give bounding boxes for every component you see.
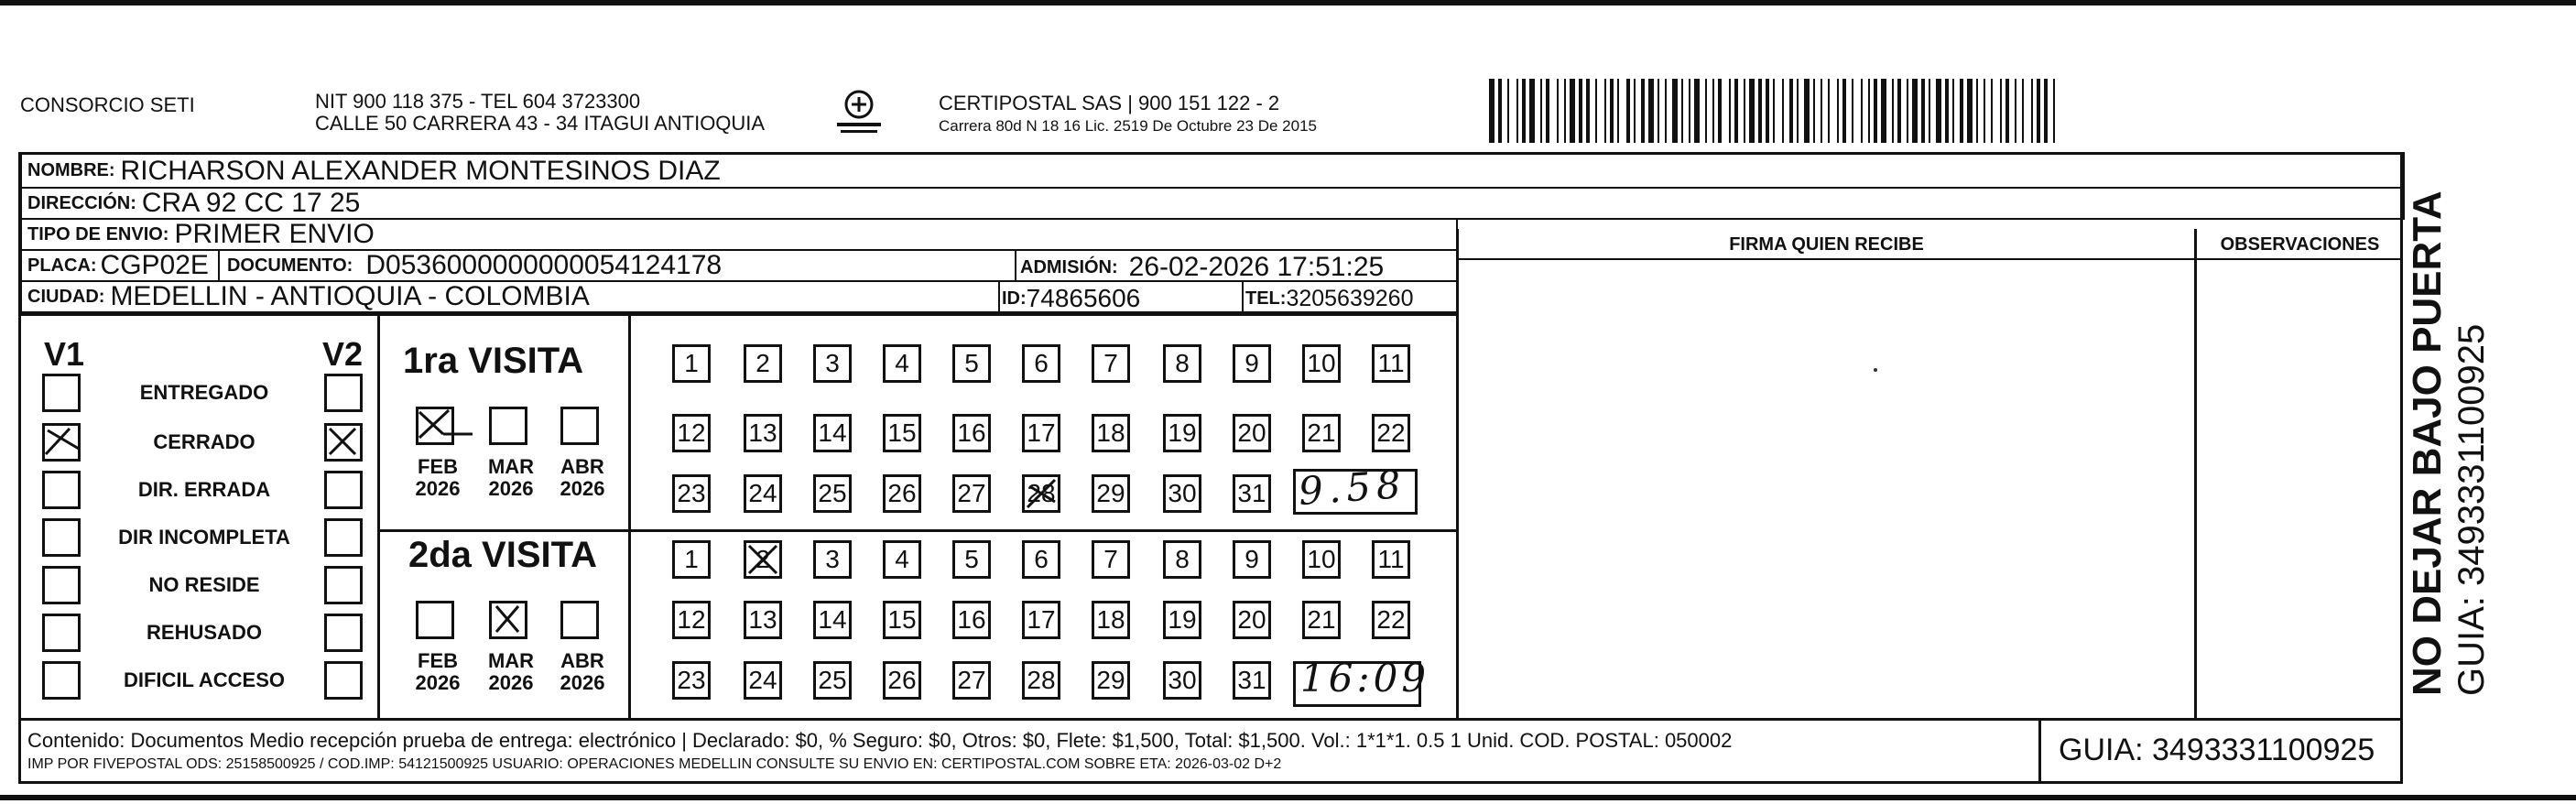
barcode-bar: [1842, 79, 1846, 143]
barcode-bar: [1718, 79, 1722, 143]
month-name: FEB: [418, 455, 458, 478]
month-label: [553, 456, 612, 500]
barcode-bar: [1813, 79, 1815, 143]
barcode-bar: [1595, 79, 1597, 143]
barcode-bar: [2022, 79, 2024, 143]
month-checkbox[interactable]: [489, 601, 527, 639]
barcode-bar: [1960, 79, 1963, 143]
day-v2-28[interactable]: 28: [1022, 661, 1060, 700]
barcode-bar: [1984, 79, 1985, 143]
day-v2-31[interactable]: 31: [1233, 661, 1271, 700]
v2-checkbox[interactable]: [324, 518, 363, 557]
top-border: [0, 0, 2576, 5]
day-v1-16[interactable]: 16: [952, 414, 991, 452]
barcode-bar: [1579, 79, 1582, 143]
id-value: 74865606: [1026, 284, 1141, 312]
day-v2-7[interactable]: 7: [1092, 540, 1130, 579]
barcode-bar: [1712, 79, 1714, 143]
v1-checkbox[interactable]: [42, 566, 81, 604]
month-year: 2026: [560, 477, 605, 500]
v2-label: V2: [322, 335, 364, 373]
month-checkbox[interactable]: [416, 407, 454, 445]
footer-line-2: IMP POR FIVEPOSTAL ODS: 25158500925 / COD.IMP: 54121500925 USUARIO: OPERACIONES MEDELLIN CONSULTE SU ENVIO EN: CERTIPOSTAL.COM SOBRE ETA: 2026-03-02 D+2: [27, 756, 1282, 772]
placa-value: CGP02E: [100, 251, 209, 280]
barcode-bar: [1837, 79, 1839, 143]
barcode-bar: [1617, 79, 1619, 143]
day-v2-26[interactable]: 26: [883, 661, 921, 700]
barcode-bar: [1804, 79, 1810, 143]
day-v2-5[interactable]: 5: [952, 540, 991, 579]
nombre-value: RICHARSON ALEXANDER MONTESINOS DIAZ: [120, 155, 721, 186]
barcode-bar: [1828, 79, 1830, 143]
barcode-bar: [1766, 79, 1769, 143]
status-label: CERRADO: [153, 430, 255, 453]
day-v2-25[interactable]: 25: [813, 661, 852, 700]
day-v2-12[interactable]: 12: [672, 601, 711, 639]
barcode-bar: [1782, 79, 1784, 143]
month-name: MAR: [487, 649, 535, 672]
footer-line-1: Contenido: Documentos Medio recepción prueba de entrega: electrónico | Declarado: $0, % Seguro: $0, Otros: $0, Flete: $1,500, Total: $1,500. Vol.: 1*1*1. 0.5 1 Unid. COD. POSTAL: 050002: [27, 729, 1733, 752]
month-name: FEB: [418, 649, 458, 672]
barcode-bar: [1852, 79, 1853, 143]
day-v2-11[interactable]: 11: [1372, 540, 1410, 579]
barcode-bar: [1689, 79, 1690, 143]
barcode-bar: [1564, 79, 1566, 143]
barcode-bar: [1758, 79, 1762, 143]
day-v1-4[interactable]: 4: [883, 344, 921, 383]
day-v1-9[interactable]: 9: [1233, 344, 1271, 383]
barcode-bar: [1705, 79, 1707, 143]
day-v2-10[interactable]: 10: [1302, 540, 1341, 579]
day-v1-13[interactable]: 13: [744, 414, 782, 452]
barcode-bar: [1634, 79, 1636, 143]
v1-checkbox[interactable]: [42, 471, 81, 509]
barcode-bar: [1921, 79, 1925, 143]
admision-value: 26-02-2026 17:51:25: [1128, 252, 1385, 282]
day-v1-11[interactable]: 11: [1372, 344, 1410, 383]
day-v1-12[interactable]: 12: [672, 414, 711, 452]
barcode-bar: [1586, 79, 1590, 143]
company-name: CONSORCIO SETI: [20, 93, 195, 116]
day-v1-24[interactable]: 24: [744, 474, 782, 513]
barcode-bar: [1789, 79, 1793, 143]
id-label: ID:: [1002, 288, 1027, 309]
day-v2-14[interactable]: 14: [813, 601, 852, 639]
barcode-bar: [1912, 79, 1918, 143]
observaciones-header: OBSERVACIONES: [2220, 234, 2380, 255]
visita2-title: 2da VISITA: [408, 535, 597, 575]
day-v2-4[interactable]: 4: [883, 540, 921, 579]
barcode-bar: [1729, 79, 1731, 143]
tel-label: TEL:: [1245, 288, 1287, 309]
day-v1-6[interactable]: 6: [1022, 344, 1060, 383]
month-label: [482, 650, 540, 694]
day-v1-15[interactable]: 15: [883, 414, 921, 452]
barcode-bar: [1881, 79, 1886, 143]
day-v2-8[interactable]: 8: [1163, 540, 1201, 579]
month-name: ABR: [560, 649, 604, 672]
tel-group: [1245, 284, 1413, 313]
day-v1-28[interactable]: 28: [1022, 474, 1060, 513]
admision-group: [1020, 253, 1384, 282]
month-label: [408, 650, 467, 694]
visita1-time-text: 9.58: [1297, 461, 1408, 515]
day-v1-14[interactable]: 14: [813, 414, 852, 452]
day-v1-7[interactable]: 7: [1092, 344, 1130, 383]
id-group: [1002, 284, 1140, 313]
barcode-bar: [1604, 79, 1606, 143]
barcode-bar: [2005, 79, 2009, 143]
status-label: ENTREGADO: [139, 381, 269, 404]
barcode-bar: [1749, 79, 1755, 143]
direccion-label: DIRECCIÓN:: [27, 192, 136, 213]
day-v2-18[interactable]: 18: [1092, 601, 1130, 639]
month-year: 2026: [488, 477, 534, 500]
day-v1-25[interactable]: 25: [813, 474, 852, 513]
day-v1-31[interactable]: 31: [1233, 474, 1271, 513]
row-direccion: [20, 189, 2405, 220]
v1-checkbox[interactable]: [42, 661, 81, 700]
barcode-bar: [1868, 79, 1870, 143]
nit-line-2: CALLE 50 CARRERA 43 - 34 ITAGUI ANTIOQUIA: [315, 112, 766, 135]
barcode-bar: [1522, 79, 1526, 143]
day-v1-18[interactable]: 18: [1092, 414, 1130, 452]
day-v1-23[interactable]: 23: [672, 474, 711, 513]
month-year: 2026: [415, 477, 461, 500]
barcode-bar: [1529, 79, 1535, 143]
signature-dot: [1874, 368, 1877, 372]
barcode-bar: [1694, 79, 1700, 143]
barcode-bar: [1665, 79, 1667, 143]
barcode-bar: [2000, 79, 2002, 143]
month-label: [482, 456, 540, 500]
day-v2-21[interactable]: 21: [1302, 601, 1341, 639]
barcode-bar: [1929, 79, 1930, 143]
v2-checkbox[interactable]: [324, 374, 363, 412]
barcode-bar: [1744, 79, 1745, 143]
day-v2-19[interactable]: 19: [1163, 601, 1201, 639]
month-year: 2026: [560, 671, 605, 694]
v2-checkbox[interactable]: [324, 614, 363, 652]
status-label: DIFICIL ACCESO: [123, 668, 285, 691]
day-v1-30[interactable]: 30: [1163, 474, 1201, 513]
v1-checkbox[interactable]: [42, 518, 81, 557]
side-warning: NO DEJAR BAJO PUERTA: [2405, 190, 2450, 696]
v1-checkbox[interactable]: [42, 374, 81, 412]
barcode-bar: [1626, 79, 1630, 143]
certipostal-line-2: Carrera 80d N 18 16 Lic. 2519 De Octubre 23 De 2015: [939, 117, 1317, 135]
day-v2-20[interactable]: 20: [1233, 601, 1271, 639]
barcode-bar: [1498, 79, 1502, 143]
barcode-bar: [1610, 79, 1614, 143]
day-v1-8[interactable]: 8: [1163, 344, 1201, 383]
barcode-bar: [2044, 79, 2048, 143]
day-v1-17[interactable]: 17: [1022, 414, 1060, 452]
barcode-bar: [1734, 79, 1738, 143]
day-v2-29[interactable]: 29: [1092, 661, 1130, 700]
placa-label: PLACA:: [27, 255, 97, 276]
tipo-label: TIPO DE ENVIO:: [27, 223, 169, 244]
barcode-bar: [1641, 79, 1645, 143]
day-v1-2[interactable]: 2: [744, 344, 782, 383]
barcode-bar: [1797, 79, 1799, 143]
day-v2-9[interactable]: 9: [1233, 540, 1271, 579]
barcode-bar: [1952, 79, 1954, 143]
month-year: 2026: [488, 671, 534, 694]
day-v2-22[interactable]: 22: [1372, 601, 1410, 639]
side-text: [2405, 55, 2505, 696]
barcode-bar: [1658, 79, 1659, 143]
barcode-bar: [1892, 79, 1894, 143]
barcode-bar: [1489, 79, 1495, 143]
day-v2-30[interactable]: 30: [1163, 661, 1201, 700]
v1-checkbox[interactable]: [42, 423, 81, 462]
month-checkbox[interactable]: [560, 407, 599, 445]
barcode-bar: [1507, 79, 1509, 143]
ciudad-label: CIUDAD:: [27, 286, 105, 307]
admision-label: ADMISIÓN:: [1020, 256, 1118, 277]
barcode-bar: [2015, 79, 2016, 143]
day-v2-23[interactable]: 23: [672, 661, 711, 700]
barcode-bar: [2031, 79, 2033, 143]
v2-checkbox[interactable]: [324, 566, 363, 604]
month-name: MAR: [487, 455, 535, 478]
status-label: DIR. ERRADA: [137, 478, 271, 501]
day-v1-20[interactable]: 20: [1233, 414, 1271, 452]
day-v1-3[interactable]: 3: [813, 344, 852, 383]
nit-line-1: NIT 900 118 375 - TEL 604 3723300: [315, 90, 641, 113]
day-v1-29[interactable]: 29: [1092, 474, 1130, 513]
barcode-bar: [1821, 79, 1822, 143]
month-checkbox[interactable]: [489, 407, 527, 445]
day-v1-26[interactable]: 26: [883, 474, 921, 513]
month-name: ABR: [560, 455, 604, 478]
tel-value: 3205639260: [1286, 285, 1414, 311]
status-label: REHUSADO: [147, 621, 262, 644]
visita1-title: 1ra VISITA: [403, 341, 584, 381]
visita2-time-text: 16:09: [1300, 656, 1430, 701]
day-v1-10[interactable]: 10: [1302, 344, 1341, 383]
barcode-bar: [1516, 79, 1518, 143]
status-label: DIR INCOMPLETA: [118, 526, 290, 549]
day-v2-2[interactable]: 2: [744, 540, 782, 579]
barcode-bar: [1540, 79, 1542, 143]
barcode-bar: [1907, 79, 1908, 143]
barcode-bar: [1976, 79, 1978, 143]
day-v2-27[interactable]: 27: [952, 661, 991, 700]
day-v1-1[interactable]: 1: [672, 344, 711, 383]
certipostal-line-1: CERTIPOSTAL SAS | 900 151 122 - 2: [939, 92, 1280, 114]
barcode-bar: [1546, 79, 1549, 143]
ciudad-value: MEDELLIN - ANTIOQUIA - COLOMBIA: [110, 282, 590, 311]
documento-label: DOCUMENTO:: [226, 255, 353, 276]
direccion-value: CRA 92 CC 17 25: [141, 189, 361, 218]
v1-label: V1: [44, 335, 85, 373]
tipo-value: PRIMER ENVIO: [174, 220, 375, 249]
certipostal-logo: [831, 88, 886, 139]
barcode-bar: [1648, 79, 1654, 143]
barcode-bar: [1945, 79, 1949, 143]
day-v2-6[interactable]: 6: [1022, 540, 1060, 579]
barcode: [1489, 79, 2212, 143]
barcode-bar: [2037, 79, 2040, 143]
v2-checkbox[interactable]: [324, 471, 363, 509]
nombre-label: NOMBRE:: [27, 160, 115, 180]
firma-header: FIRMA QUIEN RECIBE: [1729, 234, 1924, 255]
barcode-bar: [2053, 79, 2055, 143]
row-nombre: [20, 152, 2405, 189]
day-v1-21[interactable]: 21: [1302, 414, 1341, 452]
month-checkbox[interactable]: [560, 601, 599, 639]
bottom-border: [0, 795, 2576, 800]
barcode-bar: [1570, 79, 1575, 143]
day-v2-17[interactable]: 17: [1022, 601, 1060, 639]
v2-checkbox[interactable]: [324, 423, 363, 462]
day-v2-15[interactable]: 15: [883, 601, 921, 639]
day-v2-16[interactable]: 16: [952, 601, 991, 639]
barcode-bar: [1967, 79, 1973, 143]
barcode-bar: [1672, 79, 1678, 143]
side-guia: GUIA: 3493331100925: [2451, 323, 2492, 696]
v1-checkbox[interactable]: [42, 614, 81, 652]
barcode-bar: [1897, 79, 1901, 143]
month-label: [408, 456, 467, 500]
barcode-bar: [1991, 79, 1993, 143]
day-v1-5[interactable]: 5: [952, 344, 991, 383]
barcode-bar: [1936, 79, 1941, 143]
barcode-bar: [1681, 79, 1683, 143]
documento-value: D0536000000000054124178: [365, 251, 723, 280]
barcode-bar: [1861, 79, 1863, 143]
day-v2-24[interactable]: 24: [744, 661, 782, 700]
barcode-bar: [1874, 79, 1877, 143]
v2-checkbox[interactable]: [324, 661, 363, 700]
guia-box: GUIA: 3493331100925: [2059, 733, 2375, 767]
day-v2-3[interactable]: 3: [813, 540, 852, 579]
barcode-bar: [1557, 79, 1559, 143]
status-label: NO RESIDE: [148, 573, 260, 596]
day-v1-22[interactable]: 22: [1372, 414, 1410, 452]
month-year: 2026: [415, 671, 461, 694]
day-v1-27[interactable]: 27: [952, 474, 991, 513]
barcode-bar: [1773, 79, 1775, 143]
day-v2-1[interactable]: 1: [672, 540, 711, 579]
month-label: [553, 650, 612, 694]
day-v2-13[interactable]: 13: [744, 601, 782, 639]
row-tipo: [20, 220, 1458, 251]
month-checkbox[interactable]: [416, 601, 454, 639]
day-v1-19[interactable]: 19: [1163, 414, 1201, 452]
